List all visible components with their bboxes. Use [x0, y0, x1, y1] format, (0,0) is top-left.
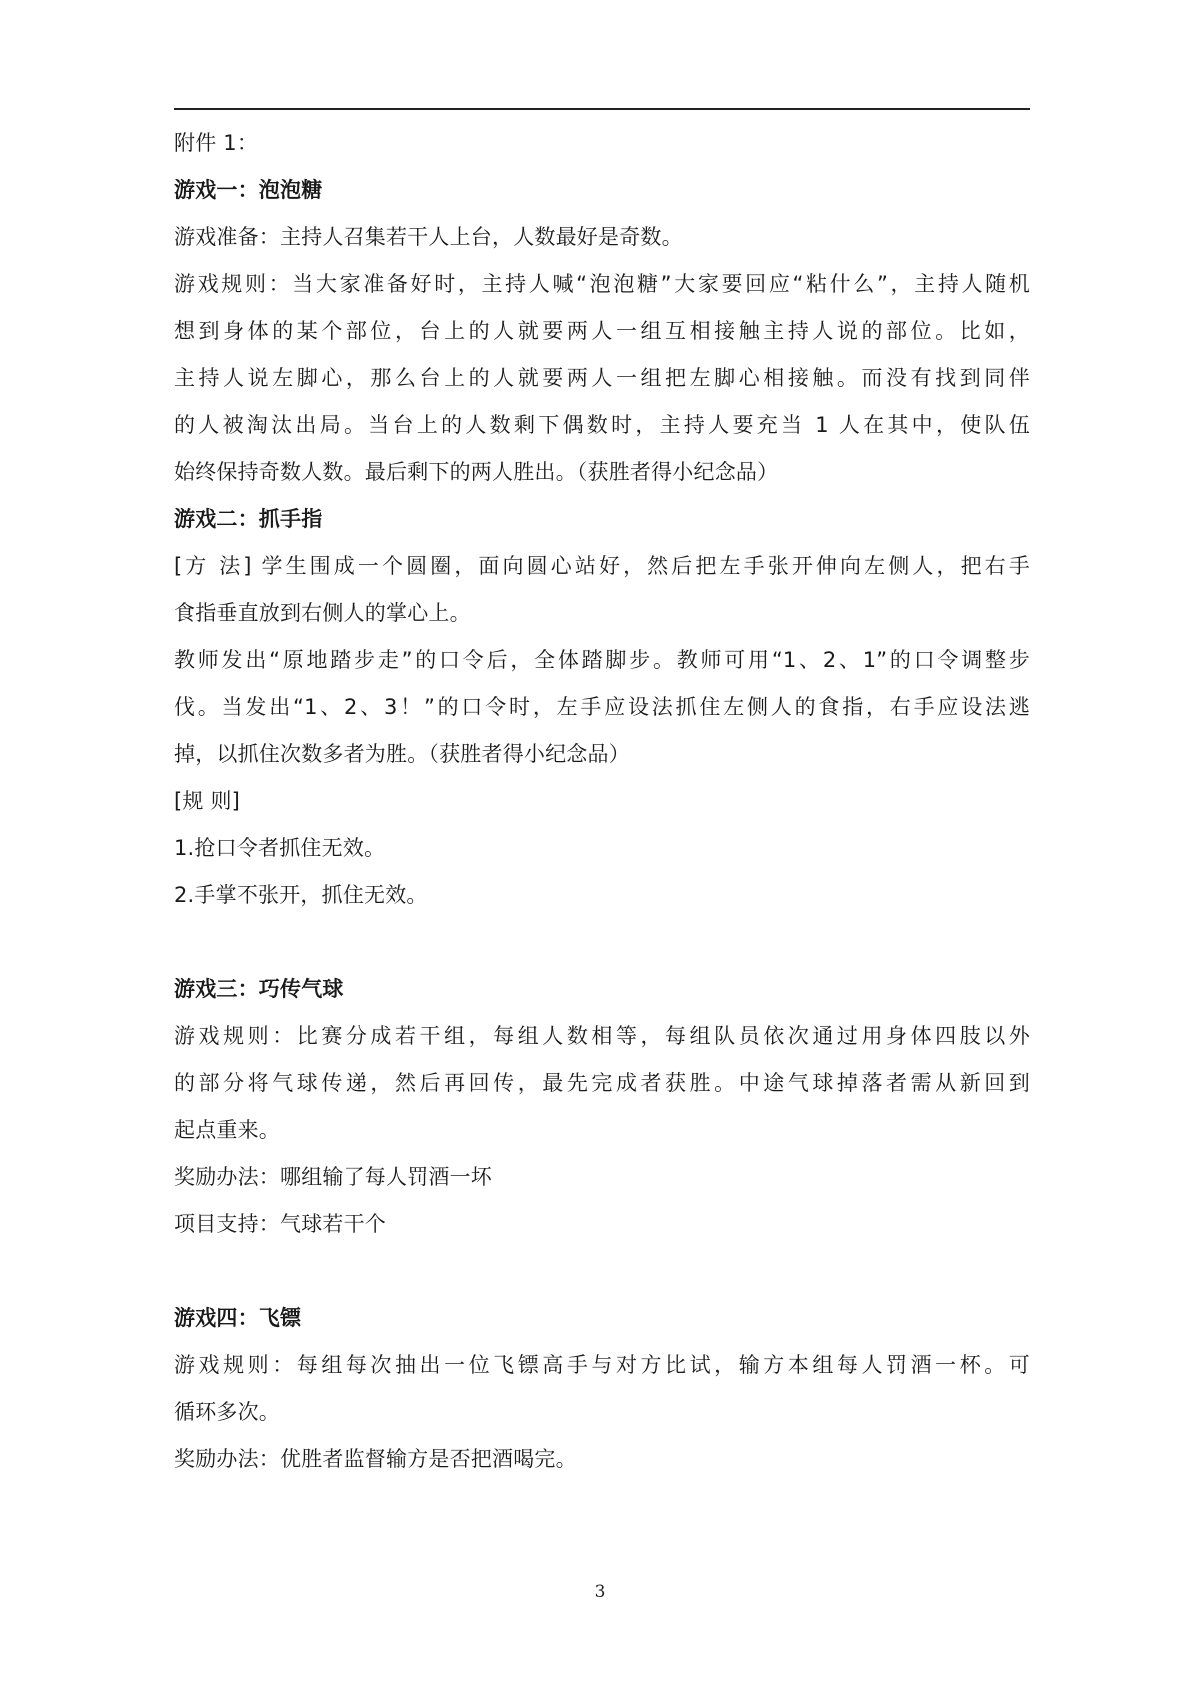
game-1-title: 游戏一：泡泡糖	[174, 178, 323, 202]
game-2-rule-1: 1.抢口令者抓住无效。	[174, 836, 386, 860]
game-2-rule-2: 2.手掌不张开，抓住无效。	[174, 883, 428, 907]
game-4-rules-line: 游戏规则：每组每次抽出一位飞镖高手与对方比试，输方本组每人罚酒一杯。可	[174, 1353, 1030, 1377]
game-2-method-line: 食指垂直放到右侧人的掌心上。	[174, 601, 471, 625]
game-2-rules-header: [规 则]	[174, 789, 241, 813]
game-3-rules-line: 的部分将气球传递，然后再回传，最先完成者获胜。中途气球掉落者需从新回到	[174, 1071, 1030, 1095]
game-2-section	[174, 496, 1030, 919]
game-3-rules-line: 游戏规则：比赛分成若干组，每组人数相等，每组队员依次通过用身体四肢以外	[174, 1024, 1030, 1048]
document-body	[174, 120, 1030, 1483]
game-2-title: 游戏二：抓手指	[174, 507, 323, 531]
game-3-support: 项目支持：气球若干个	[174, 1212, 386, 1236]
game-4-title: 游戏四：飞镖	[174, 1306, 302, 1330]
game-1-rules-line: 始终保持奇数人数。最后剩下的两人胜出。（获胜者得小纪念品）	[174, 460, 779, 484]
section-spacer	[174, 1248, 1030, 1295]
game-1-rules-line: 游戏规则：当大家准备好时，主持人喊“泡泡糖”大家要回应“粘什么”，主持人随机	[174, 272, 1030, 296]
header-rule	[174, 108, 1030, 110]
page-number: 3	[594, 1582, 606, 1602]
game-1-rules-line: 的人被淘汰出局。当台上的人数剩下偶数时，主持人要充当 1 人在其中，使队伍	[174, 413, 1030, 437]
game-2-teacher-line: 伐。当发出“1、2、3！”的口令时，左手应设法抓住左侧人的食指，右手应设法逃	[174, 695, 1030, 719]
game-1-rules-line: 主持人说左脚心，那么台上的人就要两人一组把左脚心相接触。而没有找到同伴	[174, 366, 1030, 390]
game-1-prep: 游戏准备：主持人召集若干人上台，人数最好是奇数。	[174, 225, 683, 249]
game-1-section	[174, 167, 1030, 496]
game-2-method-line: [方 法] 学生围成一个圆圈，面向圆心站好，然后把左手张开伸向左侧人，把右手	[174, 554, 1030, 578]
game-3-title: 游戏三：巧传气球	[174, 977, 344, 1001]
game-4-rules-line: 循环多次。	[174, 1400, 280, 1424]
game-3-rules-line: 起点重来。	[174, 1118, 280, 1142]
attachment-label: 附件 1：	[174, 131, 259, 155]
game-4-section	[174, 1295, 1030, 1483]
game-3-section	[174, 966, 1030, 1248]
game-2-teacher-line: 教师发出“原地踏步走”的口令后，全体踏脚步。教师可用“1、2、1”的口令调整步	[174, 648, 1030, 672]
section-spacer	[174, 919, 1030, 966]
game-3-reward: 奖励办法：哪组输了每人罚酒一坏	[174, 1165, 492, 1189]
game-4-reward: 奖励办法：优胜者监督输方是否把酒喝完。	[174, 1447, 577, 1471]
game-1-rules-line: 想到身体的某个部位，台上的人就要两人一组互相接触主持人说的部位。比如，	[174, 319, 1030, 343]
game-2-teacher-line: 掉，以抓住次数多者为胜。（获胜者得小纪念品）	[174, 742, 630, 766]
